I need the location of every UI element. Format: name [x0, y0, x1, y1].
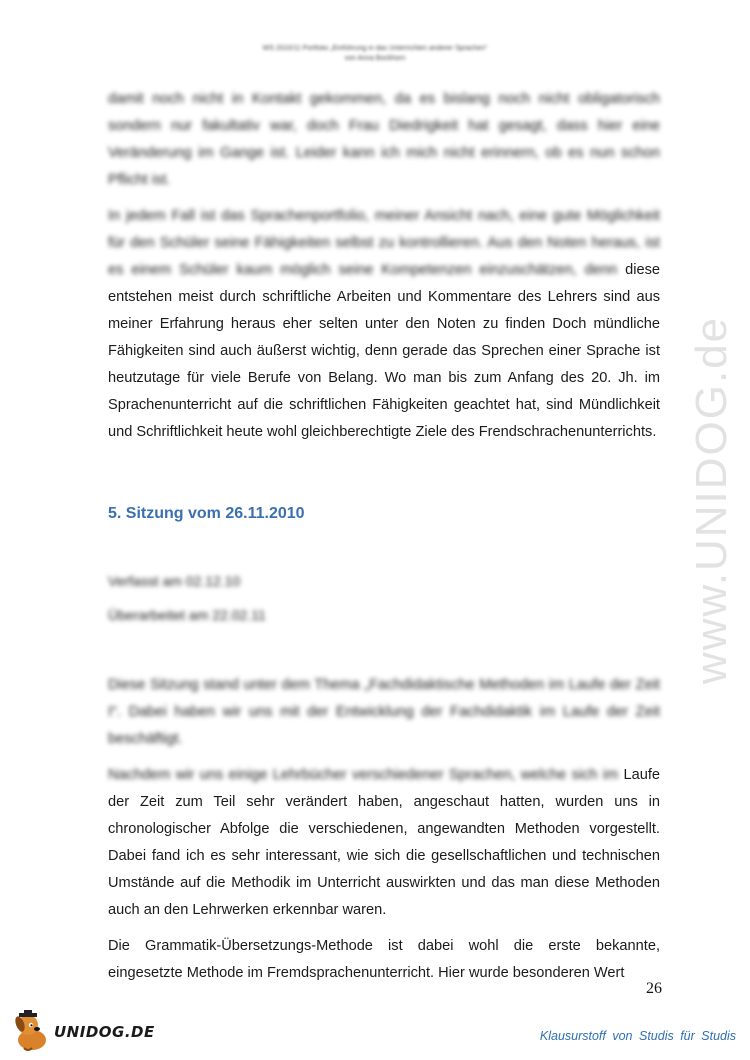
footer-slogan: Klausurstoff von Studis für Studis: [539, 1029, 736, 1043]
unidog-logo: [10, 1010, 210, 1054]
text-block-after-heading: [108, 672, 660, 987]
visible-text: diese entstehen meist durch schriftliche Arbeiten und Kommentare des Lehrers sind aus meiner Erfahrung heraus eher selten unter den Noten zu finden Doch mündliche Fähigkeiten sind auch äußerst wichtig, denn gerade das Sprechen einer Sprache ist heutzutage für viele Berufe von Belang. Wo man bis zum Anfang des 20. Jh. im Sprachenunterricht auf die schriftlichen Fähigkeiten geachtet hat, sind Mündlichkeit und Schriftlichkeit heute wohl gleichberechtigte Ziele des Frendschrachenunterrichts.: [108, 262, 660, 440]
page-header: [0, 44, 750, 64]
blurred-paragraph: Diese Sitzung stand unter dem Thema „Fachdidaktische Methoden im Laufe der Zeit I“. Dabei haben wir uns mit der Entwicklung der Fachdidaktik im Laufe der Zeit beschäftigt.: [108, 677, 660, 747]
revised-date: Überarbeitet am 22.02.11: [108, 607, 266, 623]
logo-text: UNIDOG.DE: [54, 1023, 155, 1041]
blurred-text: Nachdem wir uns einige Lehrbücher verschiedener Sprachen, welche sich im: [108, 767, 619, 783]
header-line-1: WS 2010/11 Portfolio „Einführung in das Unterrichten anderer Sprachen“: [262, 45, 488, 52]
dog-mascot-icon: [10, 1010, 54, 1054]
paragraph: [108, 762, 660, 924]
paragraph: Die Grammatik-Übersetzungs-Methode ist dabei wohl die erste bekannte, eingesetzte Methode im Fremdsprachenunterricht. Hier wurde besonderen Wert: [108, 938, 660, 981]
text-block-before-heading: [108, 86, 660, 446]
header-line-2: von Anna Bockhorn: [344, 55, 406, 62]
paragraph: [108, 203, 660, 446]
written-date: Verfasst am 02.12.10: [108, 573, 241, 589]
section-heading: 5. Sitzung vom 26.11.2010: [108, 505, 305, 522]
visible-text: Laufe der Zeit zum Teil sehr verändert haben, angeschaut hatten, wurden uns in chronologischer Abfolge die verschiedenen, angewandten Methoden vorgestellt. Dabei fand ich es sehr interessant, wie sich die gesellschaftlichen und technischen Umstände auf die Methodik im Unterricht auswirkten und das man diese Methoden auch an den Lehrwerken erkennbar waren.: [108, 767, 660, 918]
blurred-text: In jedem Fall ist das Sprachenportfolio, meiner Ansicht nach, eine gute Möglichkeit für den Schüler seine Fähigkeiten selbst zu kontrollieren. Aus den Noten heraus, ist es einem Schüler kaum möglich seine Kompetenzen einzuschätzen, denn: [108, 208, 660, 278]
watermark-text: www.UNIDOG.de: [687, 315, 736, 685]
page-number: 26: [646, 980, 662, 997]
blurred-paragraph: damit noch nicht in Kontakt gekommen, da es bislang noch nicht obligatorisch sondern nur fakultativ war, doch Frau Diedrigkeit hat gesagt, dass hier eine Veränderung im Gange ist. Leider kann ich mich nicht erinnern, ob es nun schon Pflicht ist.: [108, 91, 660, 188]
